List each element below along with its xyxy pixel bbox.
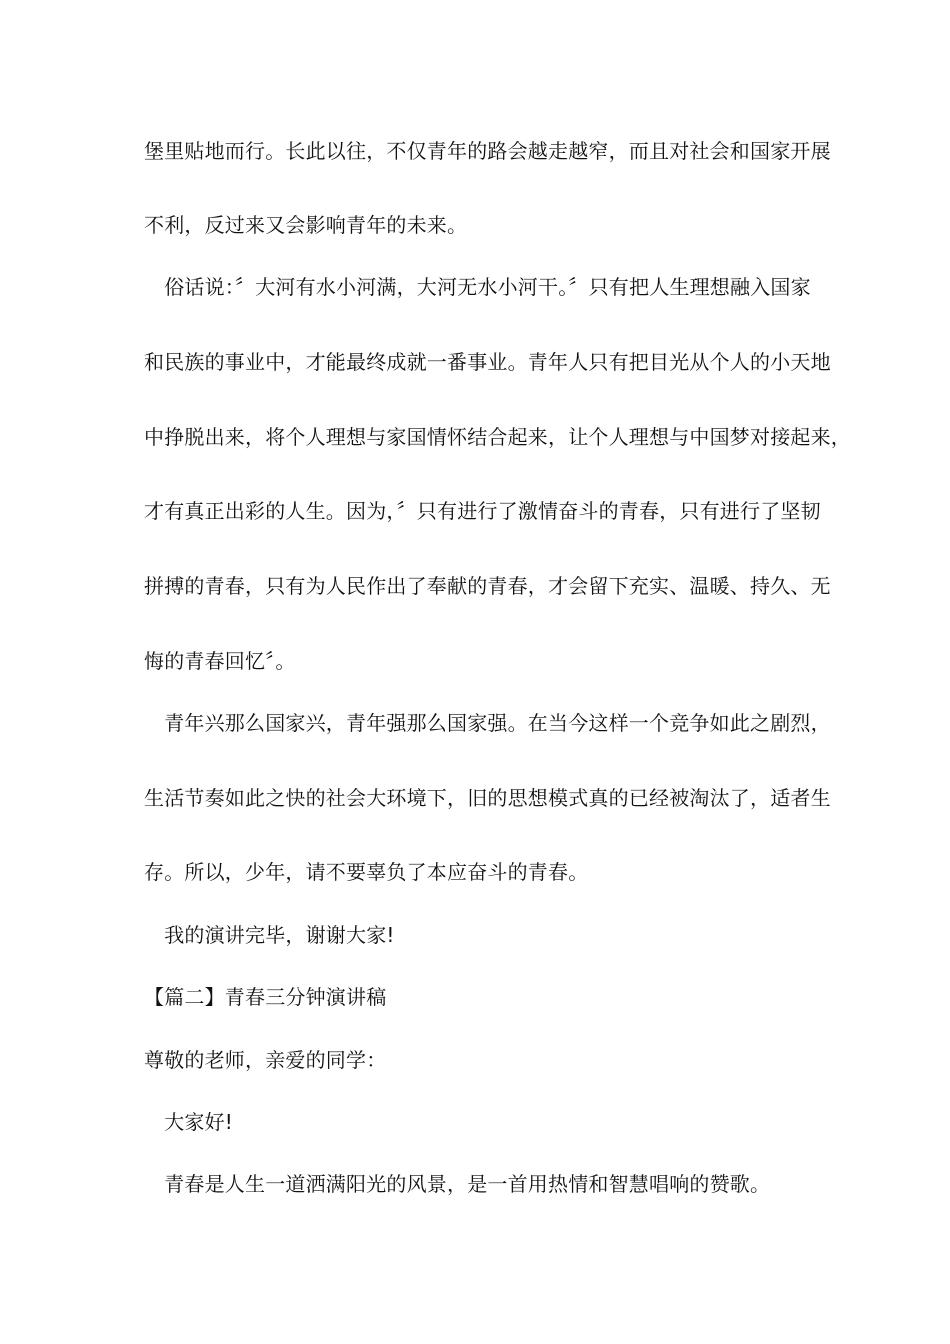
paragraph-line: 和民族的事业中，才能最终成就一番事业。青年人只有把目光从个人的小天地 (144, 350, 831, 374)
paragraph-line: 悔的青春回忆〞。 (144, 649, 296, 673)
paragraph-line: 存。所以，少年，请不要辜负了本应奋斗的青春。 (144, 860, 589, 884)
paragraph-line: 堡里贴地而行。长此以往，不仅青年的路会越走越窄，而且对社会和国家开展 (144, 139, 831, 163)
paragraph-line: 才有真正出彩的人生。因为，〞只有进行了激情奋斗的青春，只有进行了坚韧 (144, 499, 821, 523)
greeting-line: 大家好! (144, 1110, 234, 1134)
paragraph-line: 中挣脱出来，将个人理想与家国情怀结合起来，让个人理想与中国梦对接起来， (144, 425, 851, 449)
paragraph-line: 俗话说：〞大河有水小河满，大河无水小河干。〞只有把人生理想融入国家 (144, 275, 811, 299)
paragraph-line: 不利，反过来又会影响青年的未来。 (144, 213, 468, 237)
paragraph-line: 青春是人生一道洒满阳光的风景，是一首用热情和智慧唱响的赞歌。 (144, 1172, 771, 1196)
closing-line: 我的演讲完毕，谢谢大家! (144, 923, 395, 947)
salutation-line: 尊敬的老师，亲爱的同学： (144, 1048, 387, 1072)
paragraph-line: 生活节奏如此之快的社会大环境下，旧的思想模式真的已经被淘汰了，适者生 (144, 786, 831, 810)
section-heading: 【篇二】青春三分钟演讲稿 (144, 985, 387, 1009)
paragraph-line: 青年兴那么国家兴，青年强那么国家强。在当今这样一个竞争如此之剧烈， (144, 711, 831, 735)
paragraph-line: 拼搏的青春，只有为人民作出了奉献的青春，才会留下充实、温暖、持久、无 (144, 574, 831, 598)
